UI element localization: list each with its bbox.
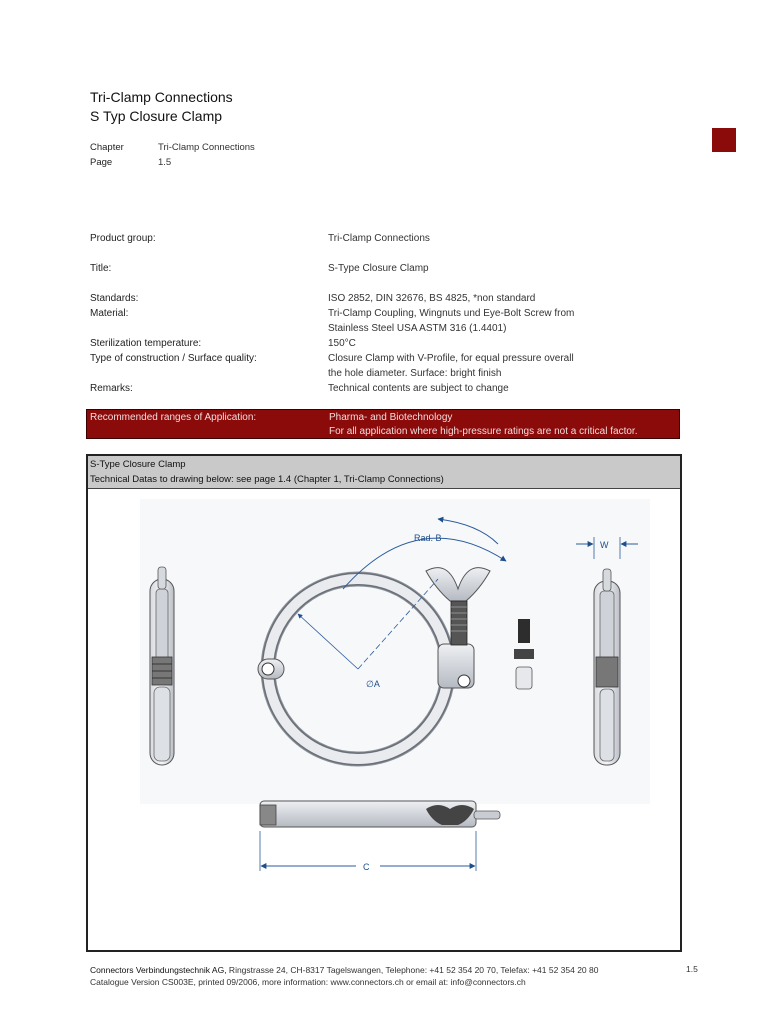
- spec-value: 150°C: [328, 338, 356, 349]
- recommended-applications-band: [86, 409, 680, 439]
- spec-value: Closure Clamp with V-Profile, for equal pressure overall: [328, 353, 574, 364]
- spec-value: Tri-Clamp Coupling, Wingnuts und Eye-Bolt Screw from: [328, 308, 575, 319]
- spec-label: Material:: [90, 308, 129, 319]
- page-label: Page: [90, 157, 113, 168]
- spec-label: Remarks:: [90, 383, 133, 394]
- drawing-heading-title: S-Type Closure Clamp: [90, 459, 186, 470]
- title-line-1: Tri-Clamp Connections: [90, 89, 233, 105]
- recommended-value-1: Pharma- and Biotechnology: [329, 412, 453, 423]
- recommended-value-2: For all application where high-pressure ratings are not a critical factor.: [329, 426, 638, 437]
- footer-line-2: Catalogue Version CS003E, printed 09/2006, more information: www.connectors.ch or email at: info@connectors.ch: [90, 977, 526, 987]
- page-value: 1.5: [158, 157, 172, 168]
- document-title: [90, 88, 233, 126]
- spec-value: the hole diameter. Surface: bright finish: [328, 368, 502, 379]
- drawing-heading-note: Technical Datas to drawing below: see page 1.4 (Chapter 1, Tri-Clamp Connections): [90, 474, 444, 485]
- recommended-label: Recommended ranges of Application:: [90, 412, 257, 423]
- spec-label: Title:: [90, 263, 112, 274]
- page-footer: [90, 964, 598, 988]
- spec-value: Stainless Steel USA ASTM 316 (1.4401): [328, 323, 507, 334]
- chapter-label: Chapter: [90, 142, 124, 153]
- chapter-color-marker: [712, 128, 736, 152]
- label-diameter-a: ∅A: [366, 679, 380, 689]
- spec-label: Type of construction / Surface quality:: [90, 353, 257, 364]
- spec-value: Tri-Clamp Connections: [328, 233, 430, 244]
- footer-line-1: [90, 964, 598, 976]
- clamp-side-view-left: [150, 567, 174, 765]
- label-width-w: W: [600, 540, 609, 550]
- footer-page-number: 1.5: [686, 964, 698, 974]
- drawing-heading: [88, 456, 680, 489]
- footer-address: Ringstrasse 24, CH-8317 Tagelswangen, Telephone: +41 52 354 20 70, Telefax: +41 52 354 20 80: [226, 965, 599, 975]
- label-length-c: C: [363, 862, 370, 872]
- spec-label: Product group:: [90, 233, 156, 244]
- spec-label: Standards:: [90, 293, 139, 304]
- footer-company: Connectors Verbindungstechnik AG,: [90, 965, 227, 975]
- title-line-2: S Typ Closure Clamp: [90, 108, 223, 124]
- spec-value: S-Type Closure Clamp: [328, 263, 429, 274]
- label-radius-b: Rad. B: [414, 533, 442, 543]
- clamp-top-view: [260, 801, 500, 871]
- spec-label: Sterilization temperature:: [90, 338, 202, 349]
- clamp-drawing: [88, 489, 680, 950]
- spec-value: Technical contents are subject to change: [328, 383, 509, 394]
- technical-drawing-panel: [86, 454, 682, 952]
- chapter-value: Tri-Clamp Connections: [158, 142, 255, 153]
- spec-value: ISO 2852, DIN 32676, BS 4825, *non standard: [328, 293, 536, 304]
